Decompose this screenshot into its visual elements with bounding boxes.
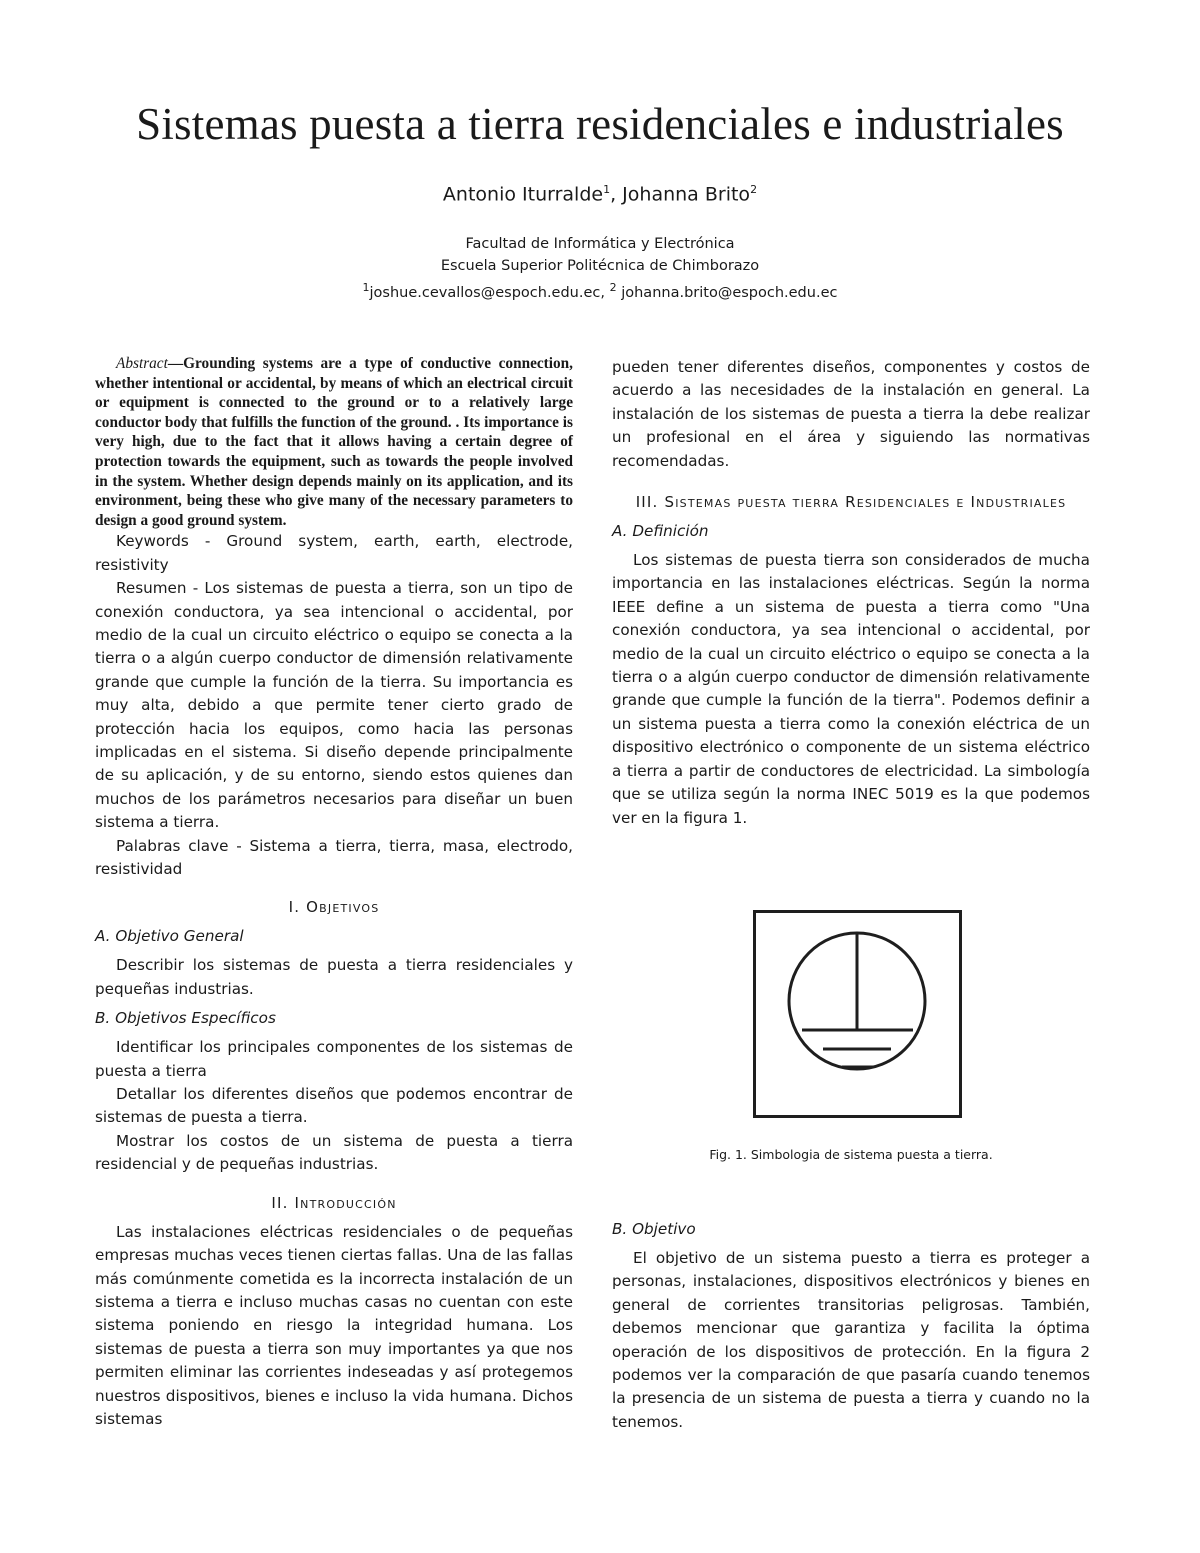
right-column-lower [612,1212,1090,1434]
email-line [0,277,1200,304]
right-column [612,356,1090,830]
subsection-objetivo: B. Objetivo [612,1220,696,1238]
introduccion-text: Las instalaciones eléctricas residenciales o de pequeñas empresas muchas veces tienen ciertas fallas. Una de las fallas más comúnmente cometida es la incorrecta instalación de un sistema a tierra e incluso muchas casas no cuentan con este sistema poniendo en riesgo la integridad humana. Los sistemas de puesta a tierra son muy importantes ya que nos permiten eliminar las corrientes indeseadas y así protegemos nuestros dispositivos, bienes e incluso la vida humana. Dichos sistemas [95,1222,573,1428]
objetivo-item: Detallar los diferentes diseños que podemos encontrar de sistemas de puesta a tierra. [95,1085,573,1127]
figure-caption: Fig. 1. Simbologia de sistema puesta a tierra. [709,1147,993,1162]
objetivo-item: Mostrar los costos de un sistema de puesta a tierra residencial y de pequeñas industrias. [95,1131,573,1174]
email-2: johanna.brito@espoch.edu.ec [621,284,838,301]
author-1-mark: 1 [603,183,611,196]
affiliation-block [0,234,1200,304]
author-line [0,183,1200,205]
keywords: Keywords - Ground system, earth, earth, electrode, resistivity [95,532,573,574]
author-2-mark: 2 [750,183,758,196]
definicion-text: Los sistemas de puesta tierra son considerados de mucha importancia en las instalaciones eléctricas. Según la norma IEEE define a un sistema de puesta a tierra como "Una conexión conductora, ya sea intencional o accidental, por medio de la cual un circuito eléctrico o equipo se conecta a la tierra o a algún cuerpo conductor de dimensión relativamente grande que cumple la función de la tierra". Podemos definir a un sistema puesta a tierra como la conexión eléctrica de un dispositivo electrónico o componente de un sistema eléctrico a tierra a partir de conductores de electricidad. La simbología que se utiliza según la norma INEC 5019 es la que podemos ver en la figura 1. [612,551,1090,827]
abstract-text: —Grounding systems are a type of conductive connection, whether intentional or accidental, by means of which an electrical circuit or equipment is connected to the ground or to a relatively large conductor body that fulfills the function of the ground. . Its importance is very high, due to the fact that it allows having a certain degree of protection towards the equipment, such as towards the people involved in the system. Whether design depends mainly on its application, and its environment, being these who give many of the necessary parameters to design a good ground system. [95,355,573,529]
introduccion-continued: pueden tener diferentes diseños, componentes y costos de acuerdo a las necesidades de la instalación en general. La instalación de los sistemas de puesta a tierra la debe realizar un profesional en el área y siguiendo las normativas recomendadas. [612,358,1090,470]
ground-symbol-icon [756,913,959,1115]
abstract [95,354,573,530]
subsection-objetivos-especificos: B. Objetivos Específicos [95,1009,276,1028]
subsection-objetivo-general: A. Objetivo General [95,927,244,946]
section-heading-sistemas: III. Sistemas puesta tierra Residenciales e Industriales [635,493,1067,512]
affiliation-faculty: Facultad de Informática y Electrónica [465,236,735,252]
ground-symbol-figure [753,910,962,1118]
objetivo-text: El objetivo de un sistema puesto a tierra es proteger a personas, instalaciones, dispositivos electrónicos y bienes en general de corrientes transitorias peligrosas. También, debemos mencionar que garantiza y facilita la óptima operación de los dispositivos de protección. En la figura 2 podemos ver la comparación de que pasaría cuando tenemos la presencia de un sistema de puesta a tierra y cuando no la tenemos. [612,1249,1090,1431]
left-column [95,354,573,1431]
section-heading-objetivos: I. Objetivos [288,898,380,917]
abstract-label: Abstract [116,355,168,372]
subsection-definicion: A. Definición [612,522,709,541]
objetivo-item: Identificar los principales componentes de los sistemas de puesta a tierra [95,1038,573,1080]
palabras-clave: Palabras clave - Sistema a tierra, tierra, masa, electrodo, resistividad [95,836,573,879]
objetivo-general-text: Describir los sistemas de puesta a tierra residenciales y pequeñas industrias. [95,956,573,998]
author-1: Antonio Iturralde [442,183,604,206]
resumen: Resumen - Los sistemas de puesta a tierra, son un tipo de conexión conductora, ya sea intencional o accidental, por medio de la cual un circuito eléctrico o equipo se conecta a la tierra o a algún cuerpo conductor de dimensión relativamente grande que cumple la función de la tierra. Su importancia es muy alta, debido a que permite tener cierto grado de protección hacia los equipos, como hacia las personas implicadas en el sistema. Si diseño depende principalmente de su aplicación, y de su entorno, siendo estos quienes dan muchos de los parámetros necesarios para diseñar un buen sistema a tierra. [95,579,573,832]
paper-title: Sistemas puesta a tierra residenciales e industriales [136,99,1064,149]
affiliation-school: Escuela Superior Politécnica de Chimborazo [440,257,760,274]
author-separator: , [610,183,623,206]
author-2: Johanna Brito [622,183,751,206]
section-heading-introduccion: II. Introducción [271,1193,397,1212]
email-2-mark: 2 [609,281,617,294]
email-1: joshue.cevallos@espoch.edu.ec, [369,284,605,301]
email-1-mark: 1 [362,281,370,294]
